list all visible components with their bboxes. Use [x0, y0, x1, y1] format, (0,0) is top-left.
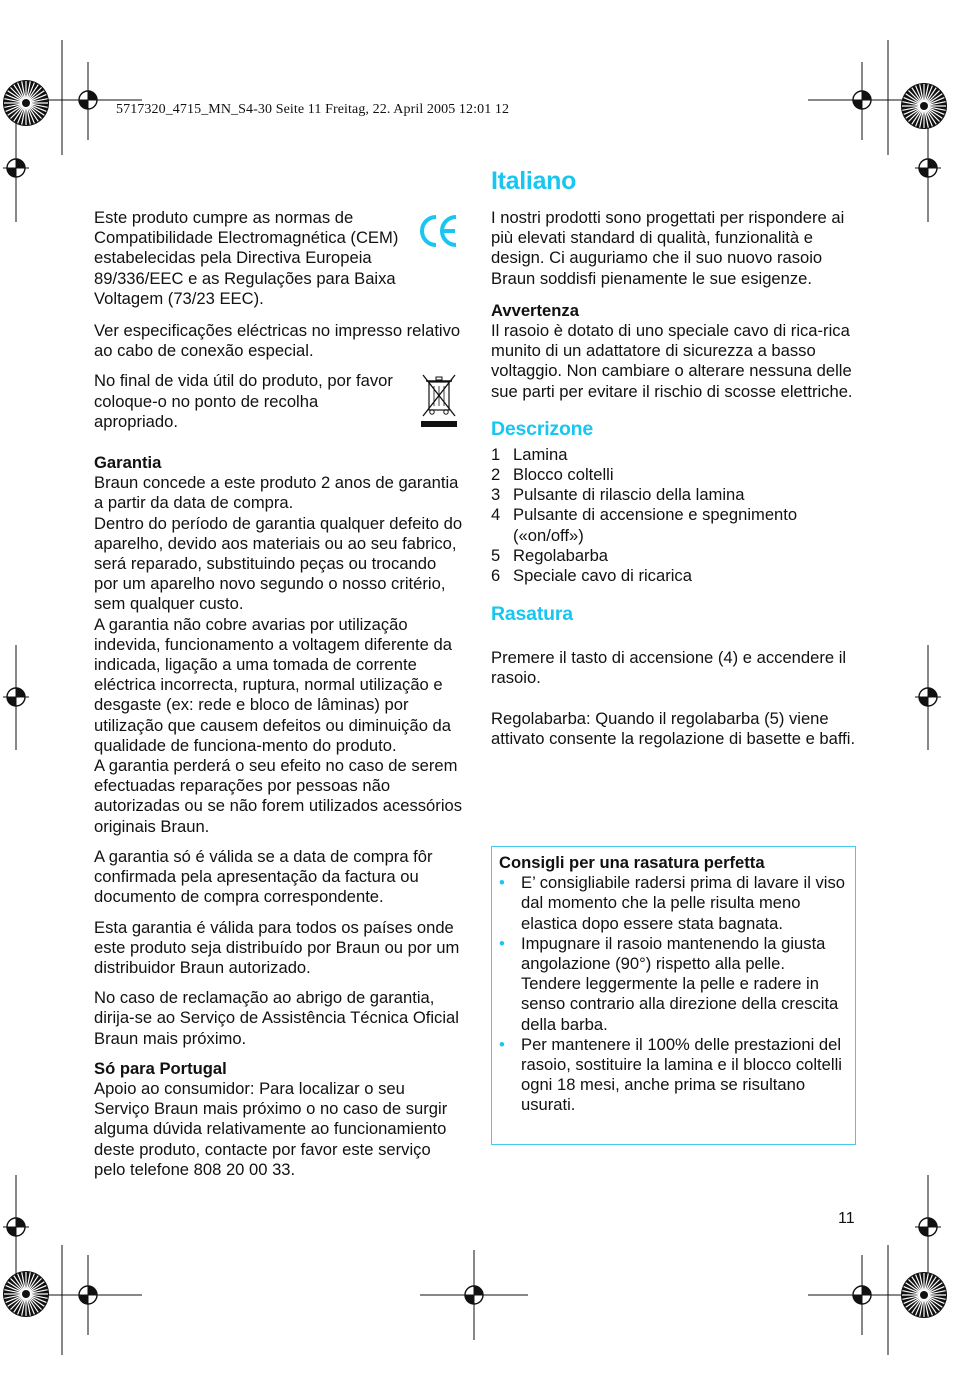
bullet-icon: •	[499, 873, 505, 893]
bullet-icon: •	[499, 1034, 505, 1054]
warning-title: Avvertenza	[491, 300, 579, 320]
warranty-p1: Braun concede a este produto 2 anos de garantia a partir da data de compra.	[94, 473, 459, 513]
bullet-icon: •	[499, 933, 505, 953]
warranty-p3: A garantia não cobre avarias por utilização indevida, funcionamento a voltagem diferente da indicada, ligação a uma tomada de corrente eléctrica incorrecta, ruptura, normal utilização e desgaste (ex: rede e bloco de lâminas) por utilização que causem defeitos ou diminuição da qualidade de funciona-mento do produto.	[94, 614, 452, 755]
item-number: 4	[491, 505, 501, 525]
intro-paragraph: I nostri prodotti sono progettati per rispondere ai più elevati standard di qualità, funzionalità e design. Ci auguriamo che il suo nuovo rasoio Braun soddisfi pienamente le sue esigenze.	[491, 208, 845, 288]
item-text: Speciale cavo di ricarica	[513, 566, 692, 586]
item-text: Pulsante di rilascio della lamina	[513, 485, 745, 505]
warranty-valid-paragraph: A garantia só é válida se a data de compra fôr confirmada pela apresentação da factura ou documento de compra correspondente.	[94, 846, 433, 907]
portugal-paragraph: Apoio ao consumidor: Para localizar o seu Serviço Braun mais próximo o no caso de surgir alguma dúvida relativamente ao funcionamiento deste produto, contacte por favor este serviço pelo telefone 808 20 00 33.	[94, 1078, 448, 1179]
item-number: 6	[491, 566, 501, 586]
tip-text: Impugnare il rasoio mantenendo la giusta angolazione (90°) rispetto alla pelle. Tendere leggermente la pelle e radere in senso contrario alla direzione della crescita della barba.	[521, 933, 839, 1034]
print-header: 5717320_4715_MN_S4-30 Seite 11 Freitag, 22. April 2005 12:01 12	[116, 102, 510, 117]
warranty-title: Garantia	[94, 453, 162, 473]
shaving-paragraph-2: Regolabarba: Quando il regolabarba (5) viene attivato consente la regolazione di basette e baffi.	[491, 708, 856, 748]
tip-text: Per mantenere il 100% delle prestazioni del rasoio, sostituire la lamina e il blocco coltelli ogni 18 mesi, anche prima se risultano usurati.	[521, 1034, 842, 1115]
tip-text: E’ consigliabile radersi prima di lavare il viso dal momento che la pelle risulta meno elastica dopo essere stata bagnata.	[521, 873, 846, 933]
item-number: 1	[491, 444, 501, 464]
countries-paragraph: Esta garantia é válida para todos os países onde este produto seja distribuído por Braun ou por um distribuidor Braun autorizado.	[94, 917, 460, 977]
item-number: 2	[491, 465, 501, 485]
warranty-p2: Dentro do período de garantia qualquer defeito do aparelho, devido aos materiais ou ao seu fabrico, será reparado, substituindo peças ou trocando por um aparelho novo segundo o nosso critério, sem qualquer custo.	[94, 513, 463, 614]
section-title-italiano: Italiano	[491, 167, 577, 195]
claim-paragraph: No caso de reclamação ao abrigo de garantia, dirija-se ao Serviço de Assistência Técnica Oficial Braun mais próximo.	[94, 988, 459, 1048]
warranty-p4: A garantia perderá o seu efeito no caso de serem efectuadas reparações por pessoas não autorizadas ou se não forem utilizados acessórios originais Braun.	[94, 756, 463, 836]
shaving-title: Rasatura	[491, 603, 573, 626]
item-text: Pulsante di accensione e spegnimento («on/off»)	[513, 505, 798, 545]
item-text: Lamina	[513, 444, 568, 464]
item-text: Regolabarba	[513, 545, 609, 565]
page-number: 11	[838, 1210, 855, 1227]
warning-paragraph: Il rasoio è dotato di uno speciale cavo di rica-rica munito di un adattatore di sicurezza a basso voltaggio. Non cambiare o alterare nessuna delle sue parti per evitare il rischio di scosse elettriche.	[491, 321, 853, 401]
item-number: 5	[491, 545, 501, 565]
tips-title: Consigli per una rasatura perfetta	[499, 853, 765, 872]
specs-paragraph: Ver especificações eléctricas no impresso relativo ao cabo de conexão especial.	[94, 321, 461, 361]
shaving-paragraph-1: Premere il tasto di accensione (4) e accendere il rasoio.	[491, 648, 847, 688]
disposal-paragraph: No final de vida útil do produto, por favor coloque-o no ponto de recolha apropriado.	[94, 371, 393, 431]
description-title: Descrizone	[491, 417, 594, 440]
ce-paragraph: Este produto cumpre as normas de Compatibilidade Electromagnética (CEM) estabelecidas pela Directiva Europeia 89/336/EEC e as Regulações para Baixa Voltagem (73/23 EEC).	[94, 208, 399, 308]
portugal-title: Só para Portugal	[94, 1058, 227, 1078]
item-text: Blocco coltelli	[513, 465, 614, 485]
item-number: 3	[491, 485, 501, 505]
